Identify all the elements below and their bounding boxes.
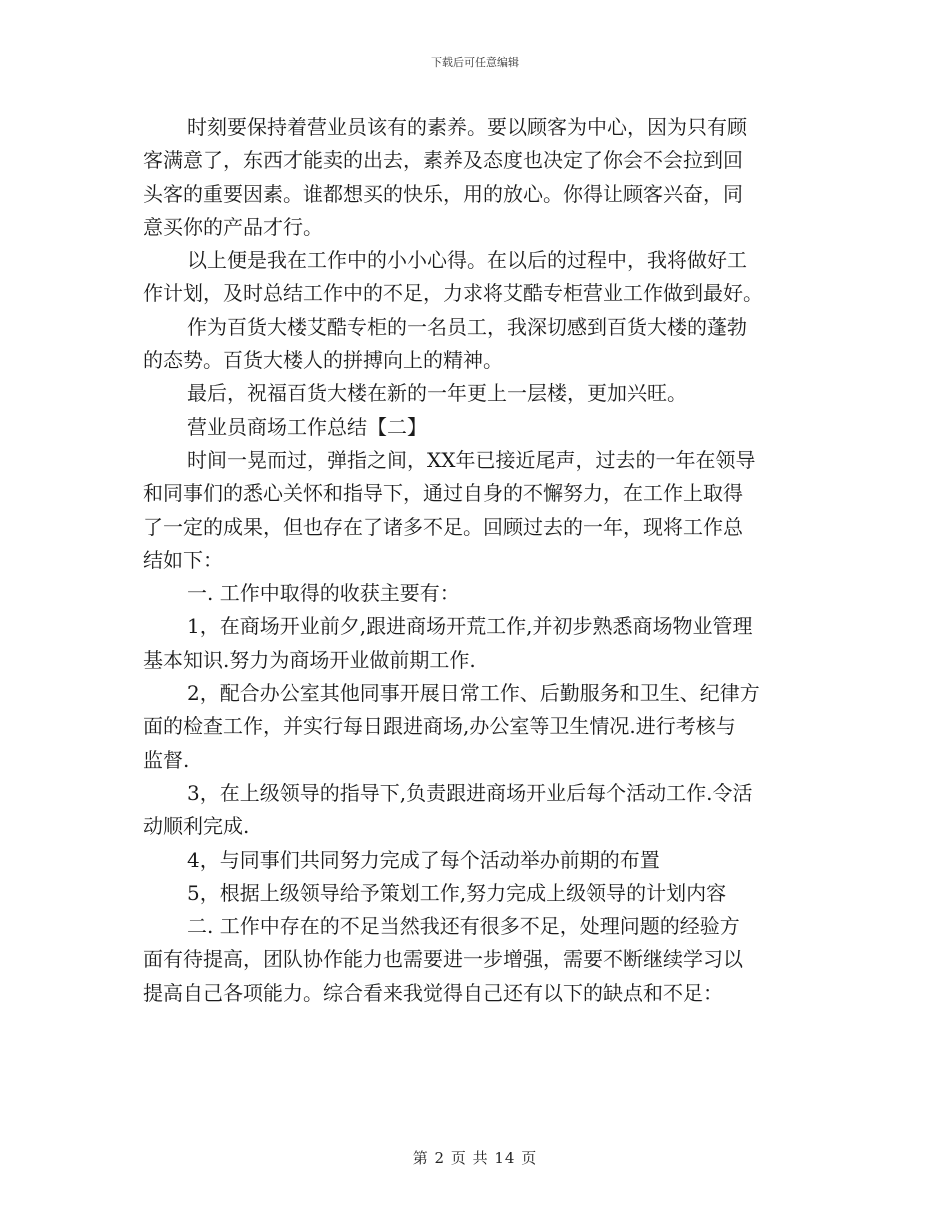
text-line: 了一定的成果，但也存在了诸多不足。回顾过去的一年，现将工作总 xyxy=(143,514,743,539)
text-line: 作计划，及时总结工作中的不足，力求将艾酷专柜营业工作做到最好。 xyxy=(143,281,763,306)
text-line: 作为百货大楼艾酷专柜的一名员工，我深切感到百货大楼的蓬勃 xyxy=(187,314,747,339)
text-line: 3，在上级领导的指导下,负责跟进商场开业后每个活动工作.令活 xyxy=(187,780,753,805)
text-line: 监督. xyxy=(143,747,190,772)
text-line: 提高自己各项能力。综合看来我觉得自己还有以下的缺点和不足： xyxy=(143,980,723,1005)
text-line: 意买你的产品才行。 xyxy=(143,214,323,239)
text-line: 4，与同事们共同努力完成了每个活动举办前期的布置 xyxy=(187,847,660,872)
text-line: 5，根据上级领导给予策划工作,努力完成上级领导的计划内容 xyxy=(187,880,727,905)
text-line: 和同事们的悉心关怀和指导下，通过自身的不懈努力，在工作上取得 xyxy=(143,481,743,506)
text-line: 头客的重要因素。谁都想买的快乐，用的放心。你得让顾客兴奋，同 xyxy=(143,181,743,206)
text-line: 面有待提高，团队协作能力也需要进一步增强，需要不断继续学习以 xyxy=(143,947,743,972)
document-body xyxy=(143,111,810,1010)
text-line: 2，配合办公室其他同事开展日常工作、后勤服务和卫生、纪律方 xyxy=(187,681,760,706)
text-line: 最后，祝福百货大楼在新的一年更上一层楼，更加兴旺。 xyxy=(187,381,687,406)
text-line: 营业员商场工作总结【二】 xyxy=(187,414,427,439)
text-line: 面的检查工作，并实行每日跟进商场,办公室等卫生情况.进行考核与 xyxy=(143,714,736,739)
text-line: 1，在商场开业前夕,跟进商场开荒工作,并初步熟悉商场物业管理 xyxy=(187,614,753,639)
text-line: 基本知识.努力为商场开业做前期工作. xyxy=(143,647,476,672)
text-line: 结如下： xyxy=(143,547,223,572)
text-line: 动顺利完成. xyxy=(143,814,250,839)
page-header: 下载后可任意编辑 xyxy=(431,56,519,69)
text-line: 以上便是我在工作中的小小心得。在以后的过程中，我将做好工 xyxy=(187,248,747,273)
page-number: 第 2 页 共 14 页 xyxy=(412,1149,538,1167)
text-line: 时刻要保持着营业员该有的素养。要以顾客为中心，因为只有顾 xyxy=(187,115,747,139)
text-line: 一. 工作中取得的收获主要有： xyxy=(187,581,460,606)
text-line: 二. 工作中存在的不足当然我还有很多不足，处理问题的经验方 xyxy=(187,914,740,939)
text-line: 客满意了，东西才能卖的出去，素养及态度也决定了你会不会拉到回 xyxy=(143,148,743,173)
text-line: 时间一晃而过，弹指之间，XX年已接近尾声，过去的一年在领导 xyxy=(187,447,756,472)
text-line: 的态势。百货大楼人的拼搏向上的精神。 xyxy=(143,348,503,373)
